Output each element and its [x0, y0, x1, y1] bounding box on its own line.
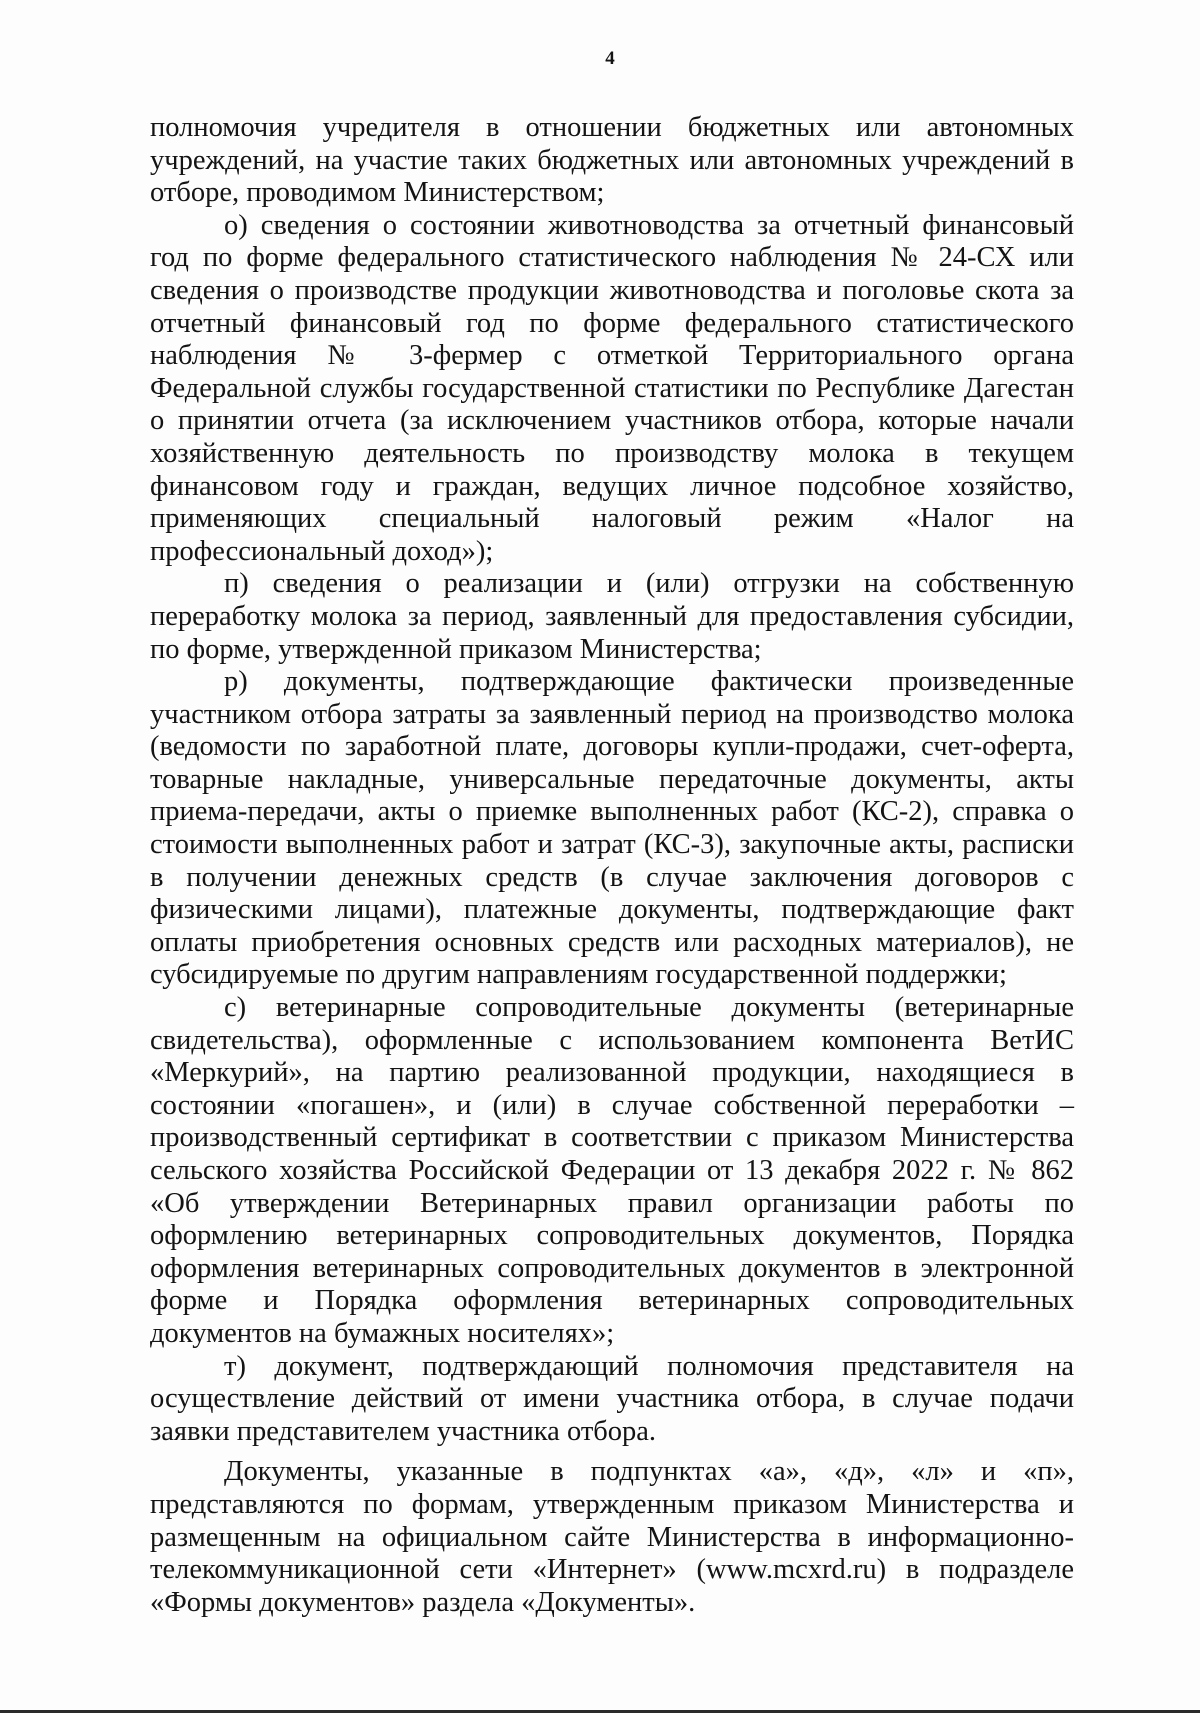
page-number: 4 [605, 48, 615, 69]
paragraph-continuation: полномочия учредителя в отношении бюджетных или автономных учреждений, на участие таких бюджетных или автономных учреждений в отборе, проводимом Министерством; [150, 112, 1074, 209]
paragraph-item-s: с) ветеринарные сопроводительные документы (ветеринарные свидетельства), оформленные с использованием компонента ВетИС «Меркурий», на партию реализованной продукции, находящиеся в состоянии «погашен», и (или) в случае собственной переработки – производственный сертификат в соответствии с приказом Министерства сельского хозяйства Российской Федерации от 13 декабря 2022 г. № 862 «Об утверждении Ветеринарных правил организации работы по оформлению ветеринарных сопроводительных документов, Порядка оформления ветеринарных сопроводительных документов в электронной форме и Порядка оформления ветеринарных сопроводительных документов на бумажных носителях»; [150, 992, 1074, 1349]
paragraph-item-r: р) документы, подтверждающие фактически произведенные участником отбора затраты за заявленный период на производство молока (ведомости по заработной плате, договоры купли-продажи, счет-оферта, товарные накладные, универсальные передаточные документы, акты приема-передачи, акты о приемке выполненных работ (КС-2), справка о стоимости выполненных работ и затрат (КС-3), закупочные акты, расписки в получении денежных средств (в случае заключения договоров с физическими лицами), платежные документы, подтверждающие факт оплаты приобретения основных средств или расходных материалов), не субсидируемые по другим направлениям государственной поддержки; [150, 666, 1074, 991]
document-body [150, 112, 1074, 1619]
paragraph-forms-note: Документы, указанные в подпунктах «а», «д», «л» и «п», представляются по формам, утвержденным приказом Министерства и размещенным на официальном сайте Министерства в информационно-телекоммуникационной сети «Интернет» (www.mcxrd.ru) в подразделе «Формы документов» раздела «Документы». [150, 1456, 1074, 1618]
paragraph-item-o: о) сведения о состоянии животноводства за отчетный финансовый год по форме федерального статистического наблюдения № 24-СХ или сведения о производстве продукции животноводства и поголовье скота за отчетный финансовый год по форме федерального статистического наблюдения № 3-фермер с отметкой Территориального органа Федеральной службы государственной статистики по Республике Дагестан о принятии отчета (за исключением участников отбора, которые начали хозяйственную деятельность по производству молока в текущем финансовом году и граждан, ведущих личное подсобное хозяйство, применяющих специальный налоговый режим «Налог на профессиональный доход»); [150, 209, 1074, 567]
paragraph-item-t: т) документ, подтверждающий полномочия представителя на осуществление действий от имени участника отбора, в случае подачи заявки представителем участника отбора. [150, 1350, 1074, 1447]
paragraph-item-p: п) сведения о реализации и (или) отгрузки на собственную переработку молока за период, заявленный для предоставления субсидии, по форме, утвержденной приказом Министерства; [150, 568, 1074, 665]
